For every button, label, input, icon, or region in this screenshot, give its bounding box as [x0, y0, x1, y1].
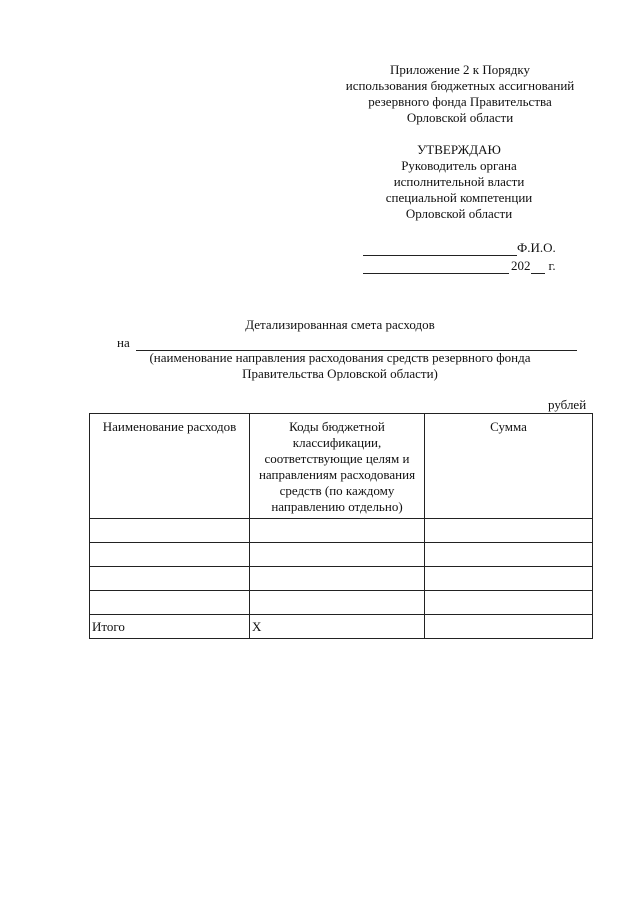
header-codes-label: Коды бюджетной классификации, соответствующие целям и направлениям расходования средств (по каждому направлению отдельно): [258, 419, 416, 514]
appendix-line-3: резервного фонда Правительства: [368, 94, 552, 109]
cell-codes[interactable]: [250, 591, 425, 615]
approval-line-2: исполнительной власти: [393, 174, 525, 189]
date-field: [363, 261, 509, 274]
table-header-row: [90, 414, 593, 519]
approval-heading: УТВЕРЖДАЮ: [417, 142, 501, 157]
cell-codes[interactable]: [250, 543, 425, 567]
cell-codes[interactable]: [250, 519, 425, 543]
units-label: рублей: [548, 397, 587, 412]
total-codes: X: [250, 615, 425, 639]
total-row: [90, 615, 593, 639]
header-amount: [425, 414, 593, 519]
na-label: на: [117, 335, 130, 350]
appendix-line-4: Орловской области: [406, 110, 514, 125]
table-row: [90, 567, 593, 591]
table-row: [90, 519, 593, 543]
cell-name[interactable]: [90, 519, 250, 543]
expense-table: [89, 413, 593, 639]
year-field: [531, 261, 545, 274]
table-row: [90, 591, 593, 615]
header-codes: [250, 414, 425, 519]
cell-name[interactable]: [90, 567, 250, 591]
table-row: [90, 543, 593, 567]
approval-line-1: Руководитель органа: [401, 158, 517, 173]
total-label: Итого: [90, 615, 250, 639]
appendix-line-1: Приложение 2 к Порядку: [390, 62, 530, 77]
approval-block: [367, 142, 551, 222]
year-suffix: г.: [548, 258, 556, 273]
cell-amount[interactable]: [425, 567, 593, 591]
appendix-note: [335, 62, 585, 126]
year-prefix: 202: [511, 258, 531, 273]
cell-name[interactable]: [90, 543, 250, 567]
signature-block: [363, 238, 573, 274]
fio-label: Ф.И.О.: [517, 240, 556, 255]
date-row: [363, 256, 573, 274]
cell-amount[interactable]: [425, 591, 593, 615]
appendix-line-2: использования бюджетных ассигнований: [345, 78, 575, 93]
caption-line-2: Правительства Орловской области): [242, 366, 438, 381]
direction-row: [117, 333, 577, 351]
approval-line-4: Орловской области: [405, 206, 513, 221]
header-name-label: Наименование расходов: [102, 419, 237, 434]
signature-field: [363, 243, 517, 256]
header-amount-label: Сумма: [490, 419, 527, 434]
approval-line-3: специальной компетенции: [385, 190, 533, 205]
direction-caption: [130, 350, 550, 382]
header-name: [90, 414, 250, 519]
cell-amount[interactable]: [425, 543, 593, 567]
fio-row: [363, 238, 573, 256]
cell-codes[interactable]: [250, 567, 425, 591]
cell-name[interactable]: [90, 591, 250, 615]
caption-line-1: (наименование направления расходования средств резервного фонда: [149, 350, 531, 365]
total-amount[interactable]: [425, 615, 593, 639]
cell-amount[interactable]: [425, 519, 593, 543]
document-title: Детализированная смета расходов: [245, 317, 435, 332]
